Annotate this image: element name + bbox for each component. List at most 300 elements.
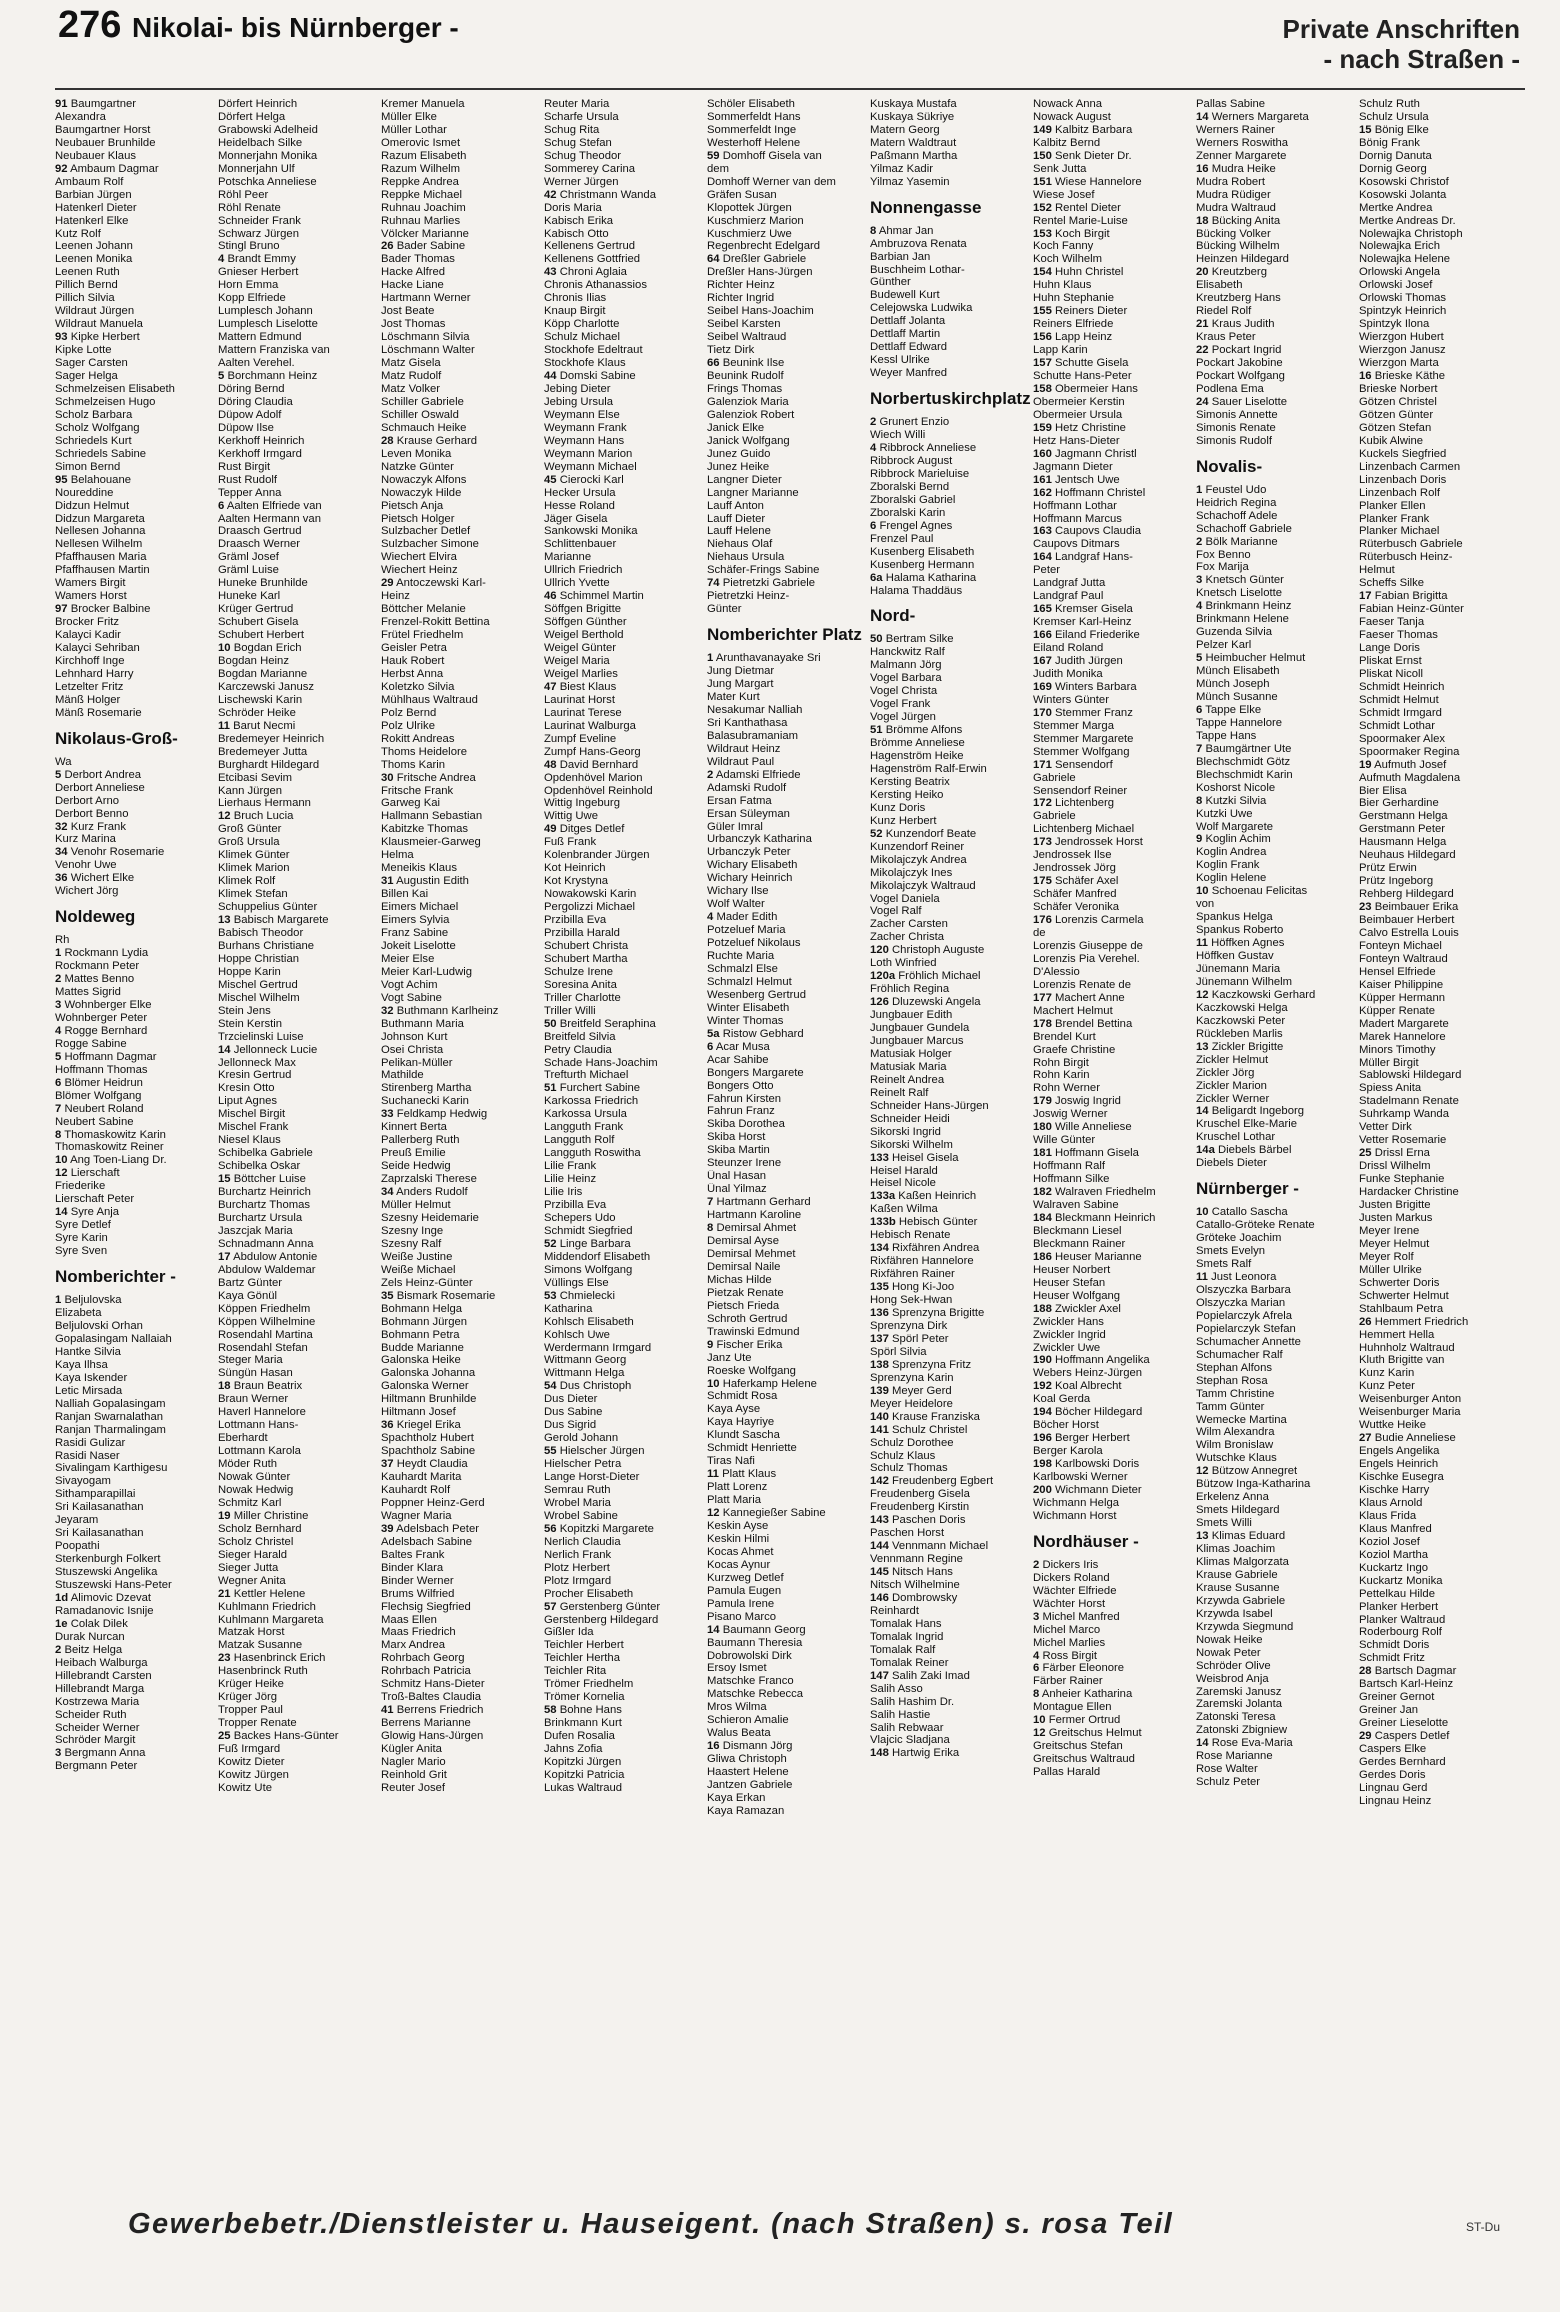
resident-name: Gnieser Herbert <box>218 266 299 279</box>
resident-entry <box>1359 331 1518 344</box>
street-heading: Nomberichter - <box>55 1267 176 1287</box>
resident-name: Spachtholz Sabine <box>381 1445 476 1458</box>
resident-name: Walraven Friedhelm <box>1055 1186 1156 1199</box>
resident-entry <box>218 616 377 629</box>
resident-entry <box>1359 1393 1518 1406</box>
resident-entry <box>218 500 377 513</box>
resident-entry <box>707 1131 866 1144</box>
resident-entry <box>55 616 214 629</box>
resident-name: Binder Klara <box>381 1561 444 1574</box>
resident-name: Hartwig Erika <box>892 1747 960 1760</box>
resident-entry <box>381 279 540 292</box>
resident-name: Gopalasingam Nallaiah <box>55 1332 172 1345</box>
resident-name: Mater Kurt <box>707 690 760 703</box>
category-line-1: Private Anschriften <box>1282 14 1520 44</box>
resident-entry <box>1359 1588 1518 1601</box>
resident-name: Wohnberger Peter <box>55 1011 148 1024</box>
resident-entry <box>1033 888 1192 901</box>
resident-entry <box>381 577 540 590</box>
resident-name: Schäfer-Frings Sabine <box>707 564 820 577</box>
resident-entry <box>544 1121 703 1134</box>
resident-entry <box>1359 992 1518 1005</box>
resident-name: Joswig Werner <box>1033 1108 1108 1121</box>
resident-entry <box>870 1126 1029 1139</box>
resident-name: Aalten Elfriede van <box>226 499 322 512</box>
resident-entry <box>544 305 703 318</box>
resident-entry <box>218 1588 377 1601</box>
resident-entry <box>870 585 1029 598</box>
resident-name: Koglin Frank <box>1196 859 1260 872</box>
resident-name: Zumpf Hans-Georg <box>544 745 641 758</box>
resident-entry <box>381 1730 540 1743</box>
resident-entry <box>55 500 214 513</box>
resident-name: Gerstmann Helga <box>1359 810 1448 823</box>
resident-entry <box>218 448 377 461</box>
resident-entry <box>381 240 540 253</box>
resident-name: Rasidi Naser <box>55 1449 120 1462</box>
resident-entry <box>218 629 377 642</box>
resident-entry <box>1359 564 1518 577</box>
resident-entry <box>707 678 866 691</box>
resident-name: Klaus Arnold <box>1359 1496 1423 1509</box>
house-number: 29 <box>381 577 394 590</box>
resident-entry <box>1033 1598 1192 1611</box>
resident-name: Schmelzeisen Elisabeth <box>55 382 175 395</box>
resident-entry <box>55 1644 214 1657</box>
resident-name: Popielarczyk Stefan <box>1196 1322 1296 1335</box>
resident-name: Schmauch Heike <box>381 421 467 434</box>
resident-name: Weymann Marion <box>544 447 633 460</box>
resident-entry <box>55 1307 214 1320</box>
house-number: 93 <box>55 331 68 344</box>
resident-entry <box>1033 1510 1192 1523</box>
resident-entry <box>381 1575 540 1588</box>
resident-entry <box>218 292 377 305</box>
resident-entry <box>55 859 214 872</box>
resident-entry <box>1359 202 1518 215</box>
resident-name: Hillebrandt Carsten <box>55 1669 152 1682</box>
resident-name: Brinkmann Helene <box>1196 613 1289 626</box>
resident-entry <box>381 1121 540 1134</box>
resident-name: Mattes Benno <box>64 973 135 986</box>
resident-entry <box>1033 163 1192 176</box>
resident-entry <box>707 963 866 976</box>
resident-name: Hanckwitz Ralf <box>870 646 945 659</box>
resident-entry <box>55 383 214 396</box>
resident-name: Arunthavanayake Sri <box>715 652 821 665</box>
resident-name: Budewell Kurt <box>870 289 940 302</box>
resident-entry <box>55 947 214 960</box>
resident-entry <box>55 603 214 616</box>
resident-entry <box>381 642 540 655</box>
resident-entry <box>707 1507 866 1520</box>
resident-name: Weigel Marlies <box>544 667 618 680</box>
resident-entry <box>707 1805 866 1818</box>
resident-entry <box>1196 678 1355 691</box>
resident-entry <box>381 163 540 176</box>
resident-entry <box>870 137 1029 150</box>
resident-entry <box>870 494 1029 507</box>
resident-name: Hebisch Günter <box>898 1216 978 1229</box>
resident-name: Simonis Rudolf <box>1196 434 1272 447</box>
resident-entry <box>707 435 866 448</box>
house-number: 39 <box>381 1522 394 1535</box>
resident-name: Schade Hans-Joachim <box>544 1056 658 1069</box>
resident-entry <box>1033 1186 1192 1199</box>
resident-entry <box>707 1144 866 1157</box>
resident-name: Koglin Helene <box>1196 872 1267 885</box>
resident-name: Niesel Klaus <box>218 1134 281 1147</box>
resident-name: Lukas Waltraud <box>544 1781 623 1794</box>
resident-name: Lilie Heinz <box>544 1173 597 1186</box>
resident-entry <box>1196 1388 1355 1401</box>
resident-name: Seide Hedwig <box>381 1160 451 1173</box>
resident-name: Pillich Bernd <box>55 279 118 292</box>
resident-name: Vetter Rosemarie <box>1359 1134 1447 1147</box>
resident-entry <box>218 1134 377 1147</box>
resident-name: Kluth Brigitte van <box>1359 1354 1445 1367</box>
resident-entry <box>870 315 1029 328</box>
resident-entry <box>1196 536 1355 549</box>
resident-entry <box>1359 111 1518 124</box>
resident-entry <box>544 1432 703 1445</box>
resident-entry <box>218 1160 377 1173</box>
resident-name: Hemmert Friedrich <box>1374 1315 1469 1328</box>
house-number: 44 <box>544 370 557 383</box>
resident-name: Schuppelius Günter <box>218 901 318 914</box>
resident-entry <box>55 163 214 176</box>
resident-name: Haferkamp Helene <box>722 1377 817 1390</box>
resident-name: Spintzyk Ilona <box>1359 318 1430 331</box>
resident-name: Zenner Margarete <box>1196 149 1287 162</box>
resident-entry <box>218 733 377 746</box>
resident-entry <box>1033 1572 1192 1585</box>
resident-entry <box>1033 124 1192 137</box>
resident-entry <box>1359 240 1518 253</box>
resident-entry <box>218 474 377 487</box>
house-number: 143 <box>870 1514 889 1527</box>
resident-entry <box>1196 782 1355 795</box>
street-heading: Norbertuskirchplatz <box>870 389 1031 409</box>
resident-entry <box>1196 279 1355 292</box>
resident-name: Burhans Christiane <box>218 939 315 952</box>
resident-entry <box>707 717 866 730</box>
resident-name: Reinelt Ralf <box>870 1086 929 1099</box>
resident-entry <box>544 1769 703 1782</box>
resident-name: Werdermann Irmgard <box>544 1341 652 1354</box>
resident-entry <box>218 797 377 810</box>
resident-name: Kurzweg Detlef <box>707 1571 784 1584</box>
resident-name: Kremser Gisela <box>1055 603 1133 616</box>
resident-entry <box>544 1678 703 1691</box>
resident-entry <box>707 1118 866 1131</box>
resident-entry <box>55 111 214 124</box>
house-number: 7 <box>707 1196 714 1209</box>
resident-entry <box>1196 769 1355 782</box>
resident-entry <box>218 1121 377 1134</box>
resident-name: Sommerfeldt Hans <box>707 110 801 123</box>
resident-entry <box>218 940 377 953</box>
resident-name: Koglin Achim <box>1205 833 1271 846</box>
house-number: 6 <box>1033 1662 1040 1675</box>
resident-entry <box>544 448 703 461</box>
resident-entry <box>1033 655 1192 668</box>
resident-entry <box>1033 150 1192 163</box>
resident-name: Syre Anja <box>70 1206 120 1219</box>
resident-name: Schmidt Doris <box>1359 1639 1430 1652</box>
resident-entry <box>55 1631 214 1644</box>
house-number: 4 <box>1196 600 1203 613</box>
resident-entry <box>381 1069 540 1082</box>
resident-entry <box>218 927 377 940</box>
resident-entry <box>707 331 866 344</box>
resident-name: Jendrossek Horst <box>1055 836 1143 849</box>
resident-entry <box>55 98 214 111</box>
resident-name: Spörl Silvia <box>870 1345 927 1358</box>
house-number: 10 <box>707 1377 720 1390</box>
resident-name: Helma <box>381 849 414 862</box>
resident-entry <box>544 1704 703 1717</box>
resident-name: Wille Anneliese <box>1055 1121 1132 1134</box>
resident-name: Weymann Michael <box>544 460 637 473</box>
resident-name: Polz Ulrike <box>381 719 435 732</box>
resident-name: Dettlaff Jolanta <box>870 315 946 328</box>
directory-column <box>55 98 218 2198</box>
resident-name: Trawinski Edmund <box>707 1325 800 1338</box>
resident-entry <box>1033 1316 1192 1329</box>
resident-entry <box>707 898 866 911</box>
resident-entry <box>55 1038 214 1051</box>
resident-name: Obermeier Ursula <box>1033 408 1123 421</box>
resident-entry <box>1033 1611 1192 1624</box>
category-title <box>1283 14 1520 74</box>
resident-entry <box>1359 901 1518 914</box>
resident-name: Süngün Hasan <box>218 1367 293 1380</box>
resident-entry <box>381 1044 540 1057</box>
resident-entry <box>218 1549 377 1562</box>
resident-entry <box>870 1450 1029 1463</box>
house-number: 50 <box>544 1017 557 1030</box>
resident-name: Krüger Heike <box>218 1678 284 1691</box>
resident-entry <box>381 1005 540 1018</box>
resident-entry <box>707 422 866 435</box>
resident-name: Ribbrock Marieluise <box>870 467 970 480</box>
resident-name: Koziol Martha <box>1359 1548 1429 1561</box>
resident-entry <box>381 422 540 435</box>
resident-name: Wrobel Maria <box>544 1496 611 1509</box>
resident-name: Bartsch Dagmar <box>1374 1665 1457 1678</box>
resident-name: Heibach Walburga <box>55 1656 148 1669</box>
resident-entry <box>870 1281 1029 1294</box>
resident-name: Keskin Ayse <box>707 1519 769 1532</box>
resident-name: Knetsch Liselotte <box>1196 587 1283 600</box>
resident-name: Sensendorf <box>1055 758 1113 771</box>
resident-entry <box>870 1022 1029 1035</box>
resident-name: Monnerjahn Ulf <box>218 162 295 175</box>
resident-name: Frütel Friedhelm <box>381 629 464 642</box>
resident-name: Sablowski Hildegard <box>1359 1069 1462 1082</box>
resident-name: Götzen Stefan <box>1359 421 1432 434</box>
resident-name: Ranjan Tharmalingam <box>55 1423 166 1436</box>
resident-entry <box>707 795 866 808</box>
resident-entry <box>544 1160 703 1173</box>
resident-entry <box>1196 1491 1355 1504</box>
resident-entry <box>707 228 866 241</box>
resident-entry <box>1359 1743 1518 1756</box>
resident-entry <box>1033 1303 1192 1316</box>
resident-entry <box>1033 1134 1192 1147</box>
resident-name: Janick Elke <box>707 421 765 434</box>
resident-entry <box>218 176 377 189</box>
resident-name: Wiese Hannelore <box>1055 175 1142 188</box>
resident-entry <box>1196 1414 1355 1427</box>
resident-name: Nowaczyk Alfons <box>381 473 467 486</box>
resident-name: Zels Heinz-Günter <box>381 1276 473 1289</box>
resident-name: Matschke Rebecca <box>707 1688 804 1701</box>
resident-name: Stirenberg Martha <box>381 1082 472 1095</box>
resident-entry <box>381 487 540 500</box>
resident-name: Karlbowski Doris <box>1055 1458 1140 1471</box>
resident-name: Zickler Werner <box>1196 1092 1270 1105</box>
resident-entry <box>544 707 703 720</box>
resident-name: Wemecke Martina <box>1196 1413 1287 1426</box>
resident-name: Ruchte Maria <box>707 950 775 963</box>
resident-entry <box>1196 1144 1355 1157</box>
resident-name: Rohn Werner <box>1033 1082 1100 1095</box>
resident-name: Lierhaus Hermann <box>218 797 311 810</box>
resident-entry <box>55 1475 214 1488</box>
resident-name: Kunzendorf Reiner <box>870 840 965 853</box>
resident-name: Faeser Tanja <box>1359 616 1425 629</box>
resident-entry <box>1033 823 1192 836</box>
resident-entry <box>1196 1750 1355 1763</box>
directory-column <box>381 98 544 2198</box>
resident-entry <box>870 970 1029 983</box>
resident-entry <box>381 1523 540 1536</box>
resident-entry <box>707 1209 866 1222</box>
resident-name: Lorenzis Giuseppe de <box>1033 939 1143 952</box>
resident-name: Dreßler Hans-Jürgen <box>707 266 813 279</box>
resident-entry <box>1033 1031 1192 1044</box>
resident-entry <box>707 176 866 189</box>
resident-name: Stemmer Margarete <box>1033 732 1134 745</box>
resident-entry <box>1196 872 1355 885</box>
resident-name: Pliskat Ernst <box>1359 654 1422 667</box>
resident-entry <box>55 124 214 137</box>
resident-name: Ditges Detlef <box>559 823 625 836</box>
resident-name: Hauk Robert <box>381 654 445 667</box>
resident-entry <box>707 1287 866 1300</box>
house-number: 6 <box>707 1040 714 1053</box>
resident-name: Gerstmann Peter <box>1359 823 1446 836</box>
resident-entry <box>1196 331 1355 344</box>
resident-entry <box>544 888 703 901</box>
resident-entry <box>1033 862 1192 875</box>
resident-entry <box>870 944 1029 957</box>
house-number: 198 <box>1033 1458 1052 1471</box>
resident-entry <box>218 1290 377 1303</box>
resident-entry <box>1359 1329 1518 1342</box>
house-number: 52 <box>544 1237 557 1250</box>
resident-name: Kuckels Siegfried <box>1359 447 1447 460</box>
resident-entry <box>55 694 214 707</box>
resident-entry <box>707 1727 866 1740</box>
resident-entry <box>55 202 214 215</box>
resident-entry <box>870 931 1029 944</box>
resident-name: Klimas Malgorzata <box>1196 1555 1289 1568</box>
street-heading: Nomberichter Platz <box>707 625 862 645</box>
resident-name: Pietsch Holger <box>381 512 455 525</box>
resident-name: Vennmann Regine <box>870 1553 963 1566</box>
resident-entry <box>1033 1458 1192 1471</box>
resident-entry <box>218 1717 377 1730</box>
resident-entry <box>1196 497 1355 510</box>
resident-name: Kuckartz Monika <box>1359 1574 1443 1587</box>
resident-entry <box>1359 1484 1518 1497</box>
resident-name: Jünemann Maria <box>1196 963 1281 975</box>
resident-entry <box>544 1031 703 1044</box>
resident-entry <box>544 746 703 759</box>
resident-name: Höffken Gustav <box>1196 950 1274 963</box>
resident-entry <box>544 849 703 862</box>
resident-entry <box>218 1108 377 1121</box>
resident-entry <box>707 1054 866 1067</box>
resident-entry <box>1033 1044 1192 1057</box>
resident-name: Koal Gerda <box>1033 1393 1091 1406</box>
resident-entry <box>870 1294 1029 1307</box>
resident-name: Kessl Ulrike <box>870 354 930 367</box>
resident-entry <box>218 279 377 292</box>
resident-name: Rockmann Lydia <box>64 947 149 960</box>
resident-name: Vogel Ralf <box>870 905 922 918</box>
resident-name: Kaya Hayriye <box>707 1416 775 1429</box>
resident-entry <box>218 435 377 448</box>
resident-entry <box>1359 1782 1518 1795</box>
resident-entry <box>707 189 866 202</box>
resident-name: Lilie Iris <box>544 1186 583 1199</box>
resident-name: Ranjan Swarnalathan <box>55 1410 164 1423</box>
house-number: 13 <box>218 914 231 927</box>
resident-name: Reinhold Grit <box>381 1768 447 1781</box>
resident-entry <box>1033 1005 1192 1018</box>
resident-name: Karkossa Ursula <box>544 1108 627 1121</box>
resident-entry <box>707 163 866 176</box>
resident-entry <box>218 1147 377 1160</box>
resident-entry <box>707 1637 866 1650</box>
resident-entry <box>1196 1673 1355 1686</box>
resident-entry <box>544 1108 703 1121</box>
resident-entry <box>1196 1569 1355 1582</box>
resident-name: Michel Manfred <box>1042 1610 1120 1623</box>
resident-name: Lilie Frank <box>544 1160 597 1173</box>
resident-entry <box>544 370 703 383</box>
resident-name: Götzen Günter <box>1359 408 1434 421</box>
resident-name: Krzywda Isabel <box>1196 1607 1273 1620</box>
resident-entry <box>1196 189 1355 202</box>
resident-name: Stockhofe Edeltraut <box>544 344 643 357</box>
resident-entry <box>1033 1445 1192 1458</box>
resident-name: Götzen Christel <box>1359 395 1437 408</box>
resident-name: Scheffs Silke <box>1359 577 1425 590</box>
house-number: 200 <box>1033 1483 1052 1496</box>
resident-entry <box>1359 733 1518 746</box>
resident-name: Skiba Martin <box>707 1144 770 1157</box>
resident-name: Ambruzova Renata <box>870 237 967 250</box>
resident-entry <box>218 1069 377 1082</box>
resident-entry <box>1196 1015 1355 1028</box>
resident-entry <box>707 111 866 124</box>
resident-entry <box>707 538 866 551</box>
